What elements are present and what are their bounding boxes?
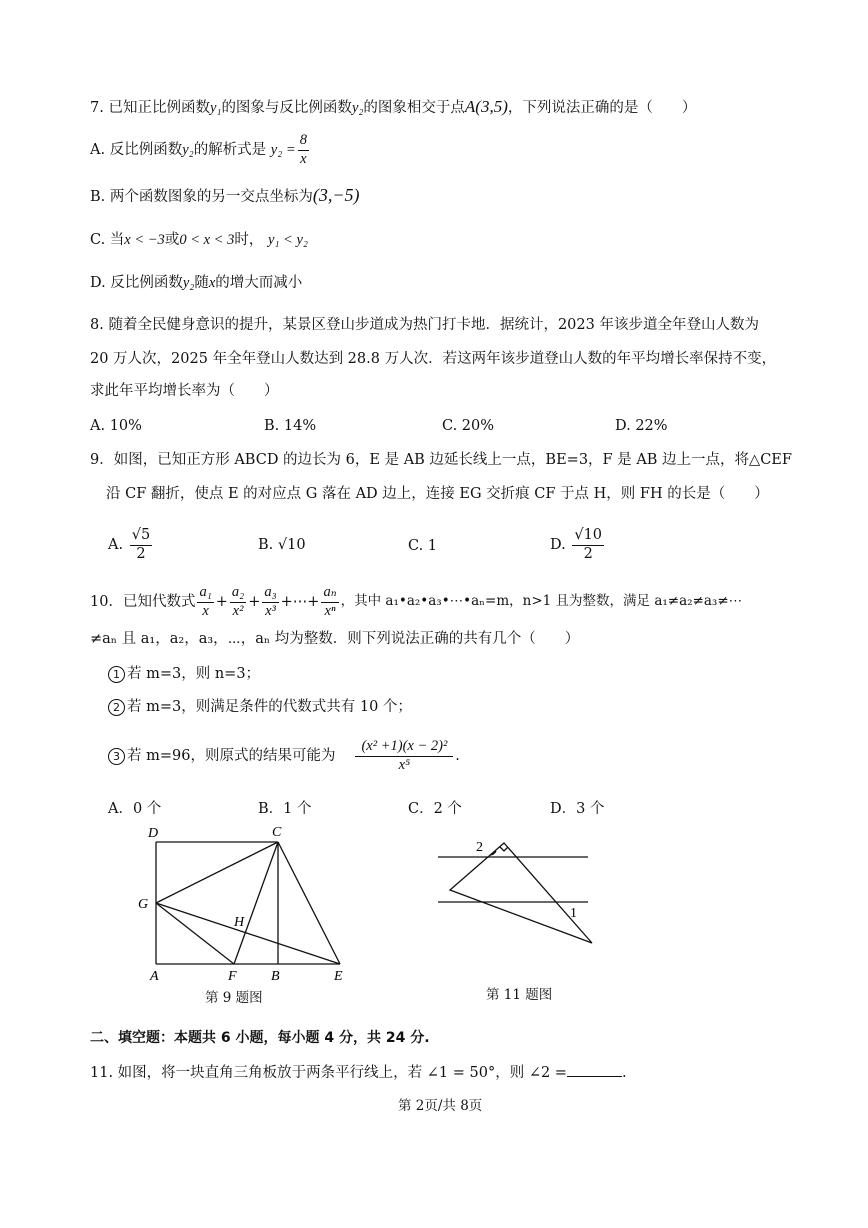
q9-a-den: 2	[136, 545, 146, 562]
q9-option-b	[258, 537, 306, 553]
q9-d-den: 2	[583, 545, 593, 562]
q7-d-mid: 随	[194, 275, 209, 291]
q10-term-2-den: x²	[232, 602, 244, 619]
q10-term-1	[197, 585, 213, 618]
fig9-caption: 第 9 题图	[205, 990, 263, 1006]
fig11-right-angle-mark	[500, 847, 508, 851]
q7-a-num: 8	[298, 133, 309, 150]
q9-d-label: D.	[550, 537, 566, 553]
q7-c-result: y₁ < y₂	[267, 232, 308, 248]
q10-post: ，其中 a₁•a₂•a₃•⋯•aₙ=m，n>1 且为整数，满足 a₁≠a₂≠a₃≠⋯	[340, 593, 743, 610]
q10-line2: ≠aₙ 且 a₁，a₂，a₃，⋯，aₙ 均为整数．则下列说法正确的共有几个（ ）	[90, 631, 580, 647]
q7-stem	[90, 98, 696, 116]
q10-statement-1	[108, 666, 260, 683]
q7-stem-text4: ，下列说法正确的是（ ）	[507, 100, 697, 116]
q10-term-1-den: x	[202, 602, 209, 619]
fig9-label-H: H	[234, 915, 245, 930]
fig9-label-C: C	[272, 825, 282, 840]
q7-a-y2: y₂	[182, 141, 194, 158]
figure-11	[430, 835, 600, 950]
q7-c-cond1: x < −3	[124, 232, 165, 248]
q10-s2-number: 2	[108, 699, 125, 716]
q8-line1: 8. 随着全民健身意识的提升，某景区登山步道成为热门打卡地．据统计，2023 年该步道全年登山人数为	[90, 317, 759, 333]
q10-term-2	[230, 585, 246, 618]
q10-s3-text: 若 m=96，则原式的结果可能为	[127, 747, 336, 764]
q10-s1-text: 若 m=3，则 n=3；	[127, 666, 261, 682]
q10-option-c: C．2 个	[408, 801, 462, 817]
q10-s3-number: 3	[108, 748, 125, 765]
q11-text: 11. 如图，将一块直角三角板放于两条平行线上，若 ∠1 = 50°，则 ∠2 =	[90, 1065, 567, 1081]
q7-a-fraction	[298, 133, 309, 166]
q8-option-a: A. 10%	[90, 418, 142, 434]
q10-s3-fraction	[355, 739, 453, 773]
q10-option-d: D．3 个	[550, 801, 605, 817]
q7-option-d	[90, 276, 302, 291]
q7-point: A(3,5)	[464, 97, 508, 116]
fig11-angle1-label: 1	[570, 906, 577, 921]
fig9-label-B: B	[271, 969, 280, 984]
q7-option-b	[90, 186, 360, 205]
q7-stem-text2: 的图象与反比例函数	[221, 100, 352, 116]
q9-d-fraction	[572, 528, 604, 561]
q9-option-d	[550, 520, 606, 570]
q10-term-3-num: a₃	[262, 585, 278, 602]
q7-d-prefix: D. 反比例函数	[90, 275, 183, 291]
q9-c-value: 1	[427, 538, 438, 554]
q7-a-mid: 的解析式是	[193, 141, 267, 158]
fig9-segment-GE	[156, 903, 340, 964]
fig11-angle2-label: 2	[476, 840, 483, 855]
section2-title: 二、填空题：本题共 6 小题，每小题 4 分，共 24 分.	[90, 1030, 430, 1046]
q10-s1-number: 1	[108, 666, 125, 683]
q10-term-n-den: xⁿ	[324, 602, 336, 619]
q9-option-a	[108, 520, 154, 570]
fig9-label-G: G	[138, 897, 149, 912]
q7-c-cond2: 0 < x < 3	[179, 232, 235, 248]
q9-b-value: √10	[277, 537, 306, 553]
q7-d-post: 的增大而减小	[215, 275, 303, 291]
q10-s2-text: 若 m=3，则满足条件的代数式共有 10 个；	[127, 699, 412, 715]
q9-c-label: C.	[408, 538, 424, 554]
q10-plus-2: +	[248, 593, 261, 610]
fig9-label-A: A	[150, 969, 159, 984]
q7-b-coord: (3,−5)	[312, 185, 360, 205]
q10-dots: +⋯+	[280, 593, 320, 610]
q9-a-label: A.	[108, 537, 124, 553]
fig11-triangle	[450, 843, 592, 943]
figure-9	[130, 820, 370, 990]
q10-s3-end: .	[455, 747, 460, 764]
q8-line2: 20 万人次，2025 年全年登山人数达到 28.8 万人次．若这两年该步道登山人数的年平均增长率保持不变，	[90, 351, 777, 367]
q7-a-lhs: y₂ =	[270, 141, 296, 158]
q11-stem	[90, 1064, 627, 1081]
q11-end: .	[621, 1065, 627, 1081]
q7-b-prefix: B. 两个函数图象的另一交点坐标为	[90, 189, 313, 205]
q8-option-c: C. 20%	[442, 418, 495, 434]
q10-s3-denominator: x⁵	[398, 757, 411, 773]
q9-b-label: B.	[258, 537, 274, 553]
q10-plus-1: +	[215, 593, 228, 610]
q7-y2: y₂	[351, 100, 364, 116]
q9-line1: 9．如图，已知正方形 ABCD 的边长为 6，E 是 AB 边延长线上一点，BE=3，F 是 AB 边上一点，将△CEF	[90, 452, 792, 468]
q8-option-b: B. 14%	[264, 418, 317, 434]
q7-d-y2: y₂	[182, 275, 195, 291]
q9-d-num: √10	[572, 528, 604, 545]
q10-term-1-num: a₁	[197, 585, 213, 602]
q9-option-c	[408, 538, 437, 554]
q10-term-n	[321, 585, 338, 618]
q10-term-3-den: x³	[265, 602, 276, 619]
q10-prefix: 10．已知代数式	[90, 593, 196, 610]
q10-term-n-num: aₙ	[321, 585, 338, 602]
q7-c-time: 时，	[234, 232, 264, 248]
q8-line3: 求此年平均增长率为（ ）	[90, 383, 279, 399]
fig9-segment-GF	[156, 903, 234, 964]
q10-option-b: B．1 个	[258, 801, 312, 817]
fig9-segment-CE	[278, 842, 340, 964]
q10-term-3	[262, 585, 278, 618]
q7-a-den: x	[300, 150, 307, 167]
q10-option-a: A．0 个	[108, 801, 162, 817]
page-footer: 第 2页/共 8页	[398, 1098, 483, 1114]
q11-answer-blank[interactable]	[567, 1064, 622, 1077]
q8-option-d: D. 22%	[615, 418, 668, 434]
q10-term-2-num: a₂	[230, 585, 246, 602]
q10-statement-2	[108, 699, 412, 716]
q10-statement-3	[108, 734, 460, 778]
q7-c-or: 或	[164, 232, 180, 248]
q7-stem-text3: 的图象相交于点	[363, 100, 465, 116]
q7-d-x: x	[208, 275, 216, 291]
q7-y1: y₁	[209, 100, 222, 116]
q7-option-c	[90, 233, 308, 248]
q9-a-num: √5	[130, 528, 152, 545]
fig9-label-F: F	[228, 969, 237, 984]
q7-option-a	[90, 130, 311, 170]
q9-a-fraction	[130, 528, 152, 561]
q10-s3-numerator: (x² +1)(x − 2)²	[355, 739, 453, 757]
q7-a-prefix: A. 反比例函数	[90, 141, 183, 158]
q9-line2: 沿 CF 翻折，使点 E 的对应点 G 落在 AD 边上，连接 EG 交折痕 CF 于点 H，则 FH 的长是（ ）	[106, 486, 769, 502]
fig11-caption: 第 11 题图	[486, 987, 553, 1003]
q7-stem-text: 7. 已知正比例函数	[90, 100, 210, 116]
q10-stem	[90, 580, 742, 624]
fig9-label-E: E	[334, 969, 343, 984]
fig9-label-D: D	[148, 826, 159, 841]
q7-c-prefix: C. 当	[90, 232, 125, 248]
